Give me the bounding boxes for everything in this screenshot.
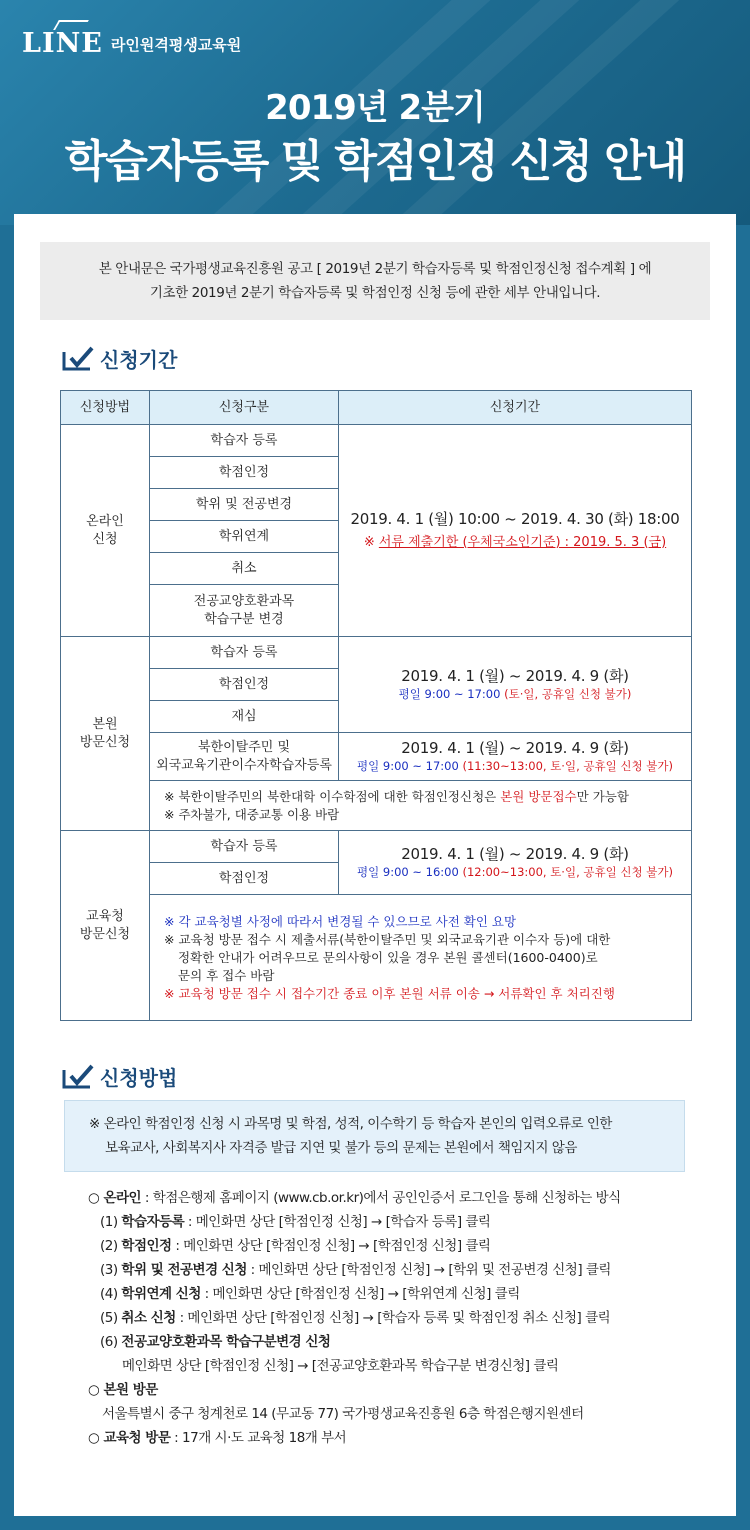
- list-item: (5) 취소 신청 : 메인화면 상단 [학점인정 신청] → [학습자 등록 및 학점인정 취소 신청] 클릭: [100, 1310, 611, 1326]
- category-cell: 북한이탈주민 및 외국교육기관이수자학습자등록: [150, 733, 339, 781]
- list-item: (6) 전공교양호환과목 학습구분변경 신청: [100, 1334, 331, 1350]
- visit-notice: ※ 북한이탈주민의 북한대학 이수학점에 대한 학점인정신청은 본원 방문접수만 가능함 ※ 주차불가, 대중교통 이용 바람: [150, 781, 692, 831]
- title-quarter: 2019년 2분기: [265, 88, 485, 128]
- category-cell: 학점인정: [150, 669, 339, 701]
- period-online: 2019. 4. 1 (월) 10:00 ~ 2019. 4. 30 (화) 18:00 ※ 서류 제출기한 (우체국소인기준) : 2019. 5. 3 (금): [339, 425, 692, 637]
- intro-line: 기초한 2019년 2분기 학습자등록 및 학점인정 신청 등에 관한 세부 안내입니다.: [149, 285, 601, 301]
- section-title-period: 신청기간: [62, 344, 177, 373]
- address: 서울특별시 중구 청계천로 14 (무교동 77) 국가평생교육진흥원 6층 학점은행지원센터: [102, 1406, 584, 1422]
- table-header: 신청방법: [61, 391, 150, 425]
- list-item: ○ 교육청 방문 : 17개 시·도 교육청 18개 부서: [88, 1430, 347, 1446]
- content-panel: [14, 214, 736, 1516]
- check-icon: [62, 1064, 94, 1090]
- list-item: (3) 학위 및 전공변경 신청 : 메인화면 상단 [학점인정 신청] → [학위 및 전공변경 신청] 클릭: [100, 1262, 611, 1278]
- category-cell: 학위 및 전공변경: [150, 489, 339, 521]
- period-north-korean: 2019. 4. 1 (월) ~ 2019. 4. 9 (화) 평일 9:00 ~ 17:00 (11:30~13:00, 토·일, 공휴일 신청 불가): [339, 733, 692, 781]
- category-cell: 학습자 등록: [150, 425, 339, 457]
- list-item: (1) 학습자등록 : 메인화면 상단 [학점인정 신청] → [학습자 등록] 클릭: [100, 1214, 491, 1230]
- method-office: 교육청 방문신청: [61, 831, 150, 1021]
- list-item: ○ 본원 방문: [88, 1382, 158, 1398]
- method-visit: 본원 방문신청: [61, 637, 150, 831]
- period-office: 2019. 4. 1 (월) ~ 2019. 4. 9 (화) 평일 9:00 ~ 16:00 (12:00~13:00, 토·일, 공휴일 신청 불가): [339, 831, 692, 895]
- category-cell: 학점인정: [150, 457, 339, 489]
- method-online: 온라인 신청: [61, 425, 150, 637]
- page-title: 학습자등록 및 학점인정 신청 안내: [64, 136, 686, 187]
- category-cell: 전공교양호환과목 학습구분 변경: [150, 585, 339, 637]
- category-cell: 취소: [150, 553, 339, 585]
- category-cell: 학점인정: [150, 863, 339, 895]
- method-list: [88, 1186, 708, 1450]
- list-item: (4) 학위연계 신청 : 메인화면 상단 [학점인정 신청] → [학위연계 신청] 클릭: [100, 1286, 520, 1302]
- category-cell: 학습자 등록: [150, 831, 339, 863]
- category-cell: 학위연계: [150, 521, 339, 553]
- logo[interactable]: [22, 30, 241, 57]
- logo-mark: LINE: [22, 30, 103, 57]
- list-item: (2) 학점인정 : 메인화면 상단 [학점인정 신청] → [학점인정 신청] 클릭: [100, 1238, 491, 1254]
- check-icon: [62, 346, 94, 372]
- list-item: 메인화면 상단 [학점인정 신청] → [전공교양호환과목 학습구분 변경신청] 클릭: [122, 1358, 559, 1374]
- office-notice: ※ 각 교육청별 사정에 따라서 변경될 수 있으므로 사전 확인 요망 ※ 교육청 방문 접수 시 제출서류(북한이탈주민 및 외국교육기관 이수자 등)에 대한 정확한 안내가 어려우므로 문의사항이 있을 경우 본원 콜센터(1600-0400)로 문의 후 접수 바람 ※ 교육청 방문 접수 시 접수기간 종료 이후 본원 서류 이송 → 서류확인 후 처리진행: [150, 895, 692, 1021]
- schedule-table: [60, 390, 692, 1021]
- table-header: 신청구분: [150, 391, 339, 425]
- category-cell: 학습자 등록: [150, 637, 339, 669]
- intro-line: 본 안내문은 국가평생교육진흥원 공고 [ 2019년 2분기 학습자등록 및 학점인정신청 접수계획 ] 에: [98, 261, 652, 277]
- method-warning-box: ※ 온라인 학점인정 신청 시 과목명 및 학점, 성적, 이수학기 등 학습자 본인의 입력오류로 인한 보육교사, 사회복지사 자격증 발급 지연 및 불가 등의 문제는 본원에서 책임지지 않음: [64, 1100, 685, 1172]
- category-cell: 재심: [150, 701, 339, 733]
- section-title-method: 신청방법: [62, 1062, 177, 1091]
- list-item: ○ 온라인 : 학점은행제 홈페이지 (www.cb.or.kr)에서 공인인증서 로그인을 통해 신청하는 방식: [88, 1190, 621, 1206]
- logo-org-name: 라인원격평생교육원: [110, 36, 242, 54]
- header-banner: [0, 0, 750, 225]
- period-visit: 2019. 4. 1 (월) ~ 2019. 4. 9 (화) 평일 9:00 ~ 17:00 (토·일, 공휴일 신청 불가): [339, 637, 692, 733]
- table-header: 신청기간: [339, 391, 692, 425]
- intro-box: [40, 242, 710, 320]
